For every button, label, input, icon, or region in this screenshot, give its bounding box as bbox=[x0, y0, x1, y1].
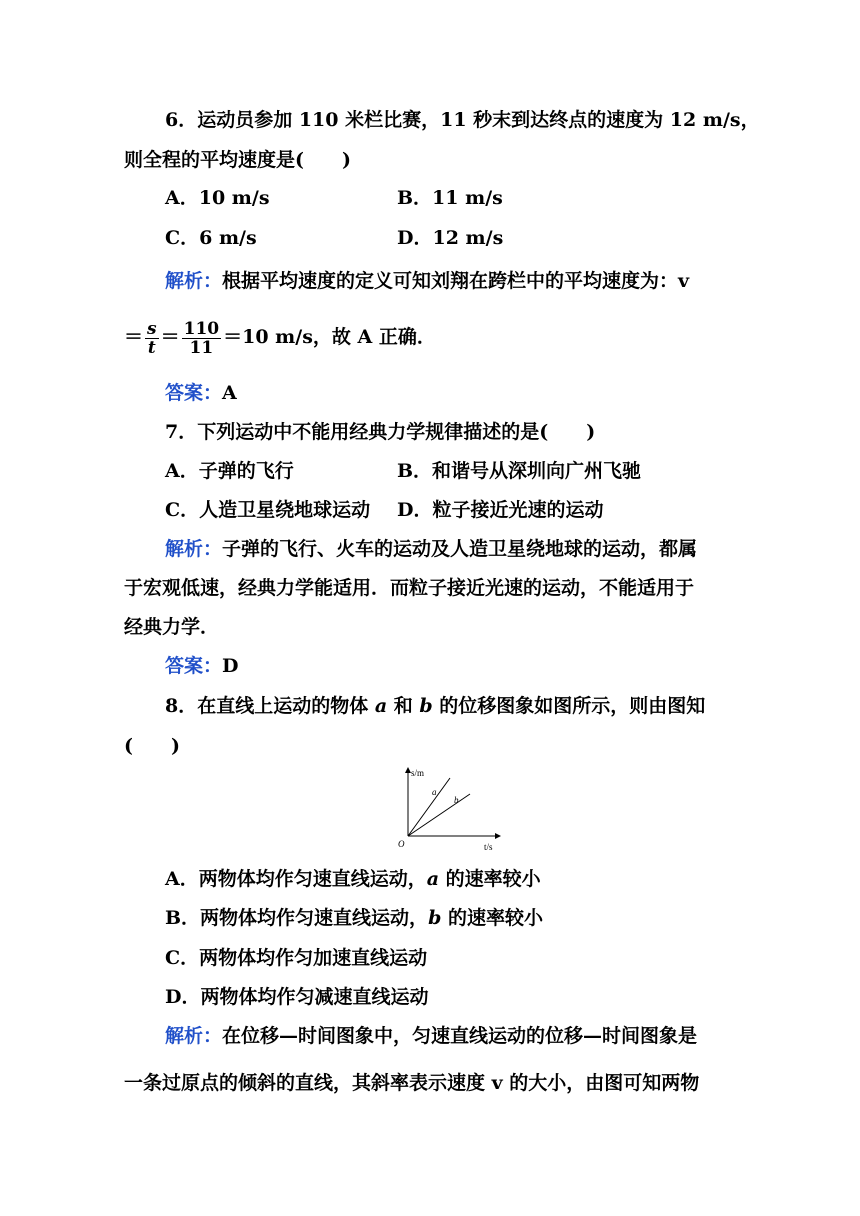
q6-stem-line2: 则全程的平均速度是( ) bbox=[124, 149, 351, 171]
q8-stem-line2: ( ) bbox=[124, 735, 180, 757]
fraction-numerator: s bbox=[147, 318, 157, 339]
answer-value: D bbox=[222, 655, 239, 677]
fraction-numerator-2: 110 bbox=[183, 318, 220, 339]
q8-option-d: D．两物体均作匀减速直线运动 bbox=[165, 986, 429, 1008]
q8-option-a-text-2: 的速率较小 bbox=[439, 868, 541, 890]
line-b bbox=[408, 794, 470, 836]
displacement-time-graph bbox=[386, 764, 506, 854]
fraction-s-over-t bbox=[145, 320, 159, 357]
x-axis-label: t/s bbox=[484, 842, 493, 852]
q8-option-b bbox=[165, 905, 543, 931]
q6-answer bbox=[165, 380, 237, 406]
q7-option-b: B．和谐号从深圳向广州飞驰 bbox=[397, 460, 642, 482]
line-b-label: b bbox=[454, 795, 459, 805]
q7-option-d: D．粒子接近光速的运动 bbox=[397, 499, 604, 521]
q7-stem: 7．下列运动中不能用经典力学规律描述的是( ) bbox=[165, 421, 596, 443]
q6-option-a: A．10 m/s bbox=[165, 187, 270, 209]
q8-option-b-text: B．两物体均作匀速直线运动， bbox=[165, 907, 429, 929]
q6-analysis-text: 根据平均速度的定义可知刘翔在跨栏中的平均速度为：v bbox=[222, 270, 690, 292]
line-a-label: a bbox=[432, 787, 437, 797]
fraction-denominator: t bbox=[145, 338, 159, 357]
q6-stem-line1: 6．运动员参加 110 米栏比赛，11 秒末到达终点的速度为 12 m/s， bbox=[165, 109, 760, 131]
q8-option-b-text-2: 的速率较小 bbox=[441, 907, 543, 929]
y-axis-label: s/m bbox=[411, 768, 425, 778]
q7-option-a: A．子弹的飞行 bbox=[165, 460, 294, 482]
q7-analysis-line2: 于宏观低速，经典力学能适用．而粒子接近光速的运动，不能适用于 bbox=[124, 577, 695, 599]
q8-stem-text-2: 和 bbox=[387, 695, 420, 717]
answer-label: 答案： bbox=[165, 655, 223, 677]
fraction-denominator-2: 11 bbox=[182, 338, 222, 357]
q7-answer bbox=[165, 653, 239, 679]
q6-option-c: C．6 m/s bbox=[165, 227, 257, 249]
q7-analysis-line3: 经典力学． bbox=[124, 616, 220, 638]
q8-analysis-line1 bbox=[165, 1023, 697, 1049]
variable-a: a bbox=[426, 868, 440, 890]
analysis-label: 解析： bbox=[165, 1025, 223, 1047]
q6-analysis-line1 bbox=[165, 268, 689, 294]
variable-a: a bbox=[374, 695, 388, 717]
q8-stem-text-1: 8．在直线上运动的物体 bbox=[165, 695, 375, 717]
q6-option-d: D．12 m/s bbox=[397, 227, 504, 249]
q8-stem-text-3: 的位移图象如图所示，则由图知 bbox=[432, 695, 706, 717]
q8-analysis-text: 在位移—时间图象中，匀速直线运动的位移—时间图象是 bbox=[222, 1025, 698, 1047]
answer-value: A bbox=[222, 382, 237, 404]
variable-b: b bbox=[419, 695, 433, 717]
q7-analysis-line1 bbox=[165, 536, 697, 562]
line-a bbox=[408, 778, 450, 836]
q6-formula bbox=[124, 318, 436, 357]
q7-option-c: C．人造卫星绕地球运动 bbox=[165, 499, 371, 521]
formula-equals: ＝ bbox=[124, 326, 144, 348]
q8-stem-line1 bbox=[165, 693, 705, 719]
formula-equals-2: ＝ bbox=[160, 326, 180, 348]
q8-analysis-line2: 一条过原点的倾斜的直线，其斜率表示速度 v 的大小，由图可知两物 bbox=[124, 1072, 700, 1094]
origin-label: O bbox=[398, 839, 405, 849]
answer-label: 答案： bbox=[165, 382, 223, 404]
q6-option-b: B．11 m/s bbox=[397, 187, 503, 209]
q8-option-c: C．两物体均作匀加速直线运动 bbox=[165, 947, 428, 969]
analysis-label: 解析： bbox=[165, 538, 223, 560]
analysis-label: 解析： bbox=[165, 270, 223, 292]
q8-option-a bbox=[165, 866, 541, 892]
fraction-110-over-11 bbox=[182, 320, 222, 357]
q7-analysis-text: 子弹的飞行、火车的运动及人造卫星绕地球的运动，都属 bbox=[222, 538, 698, 560]
q8-option-a-text: A．两物体均作匀速直线运动， bbox=[165, 868, 427, 890]
formula-result: ＝10 m/s，故 A 正确． bbox=[223, 326, 436, 348]
variable-b: b bbox=[428, 907, 442, 929]
